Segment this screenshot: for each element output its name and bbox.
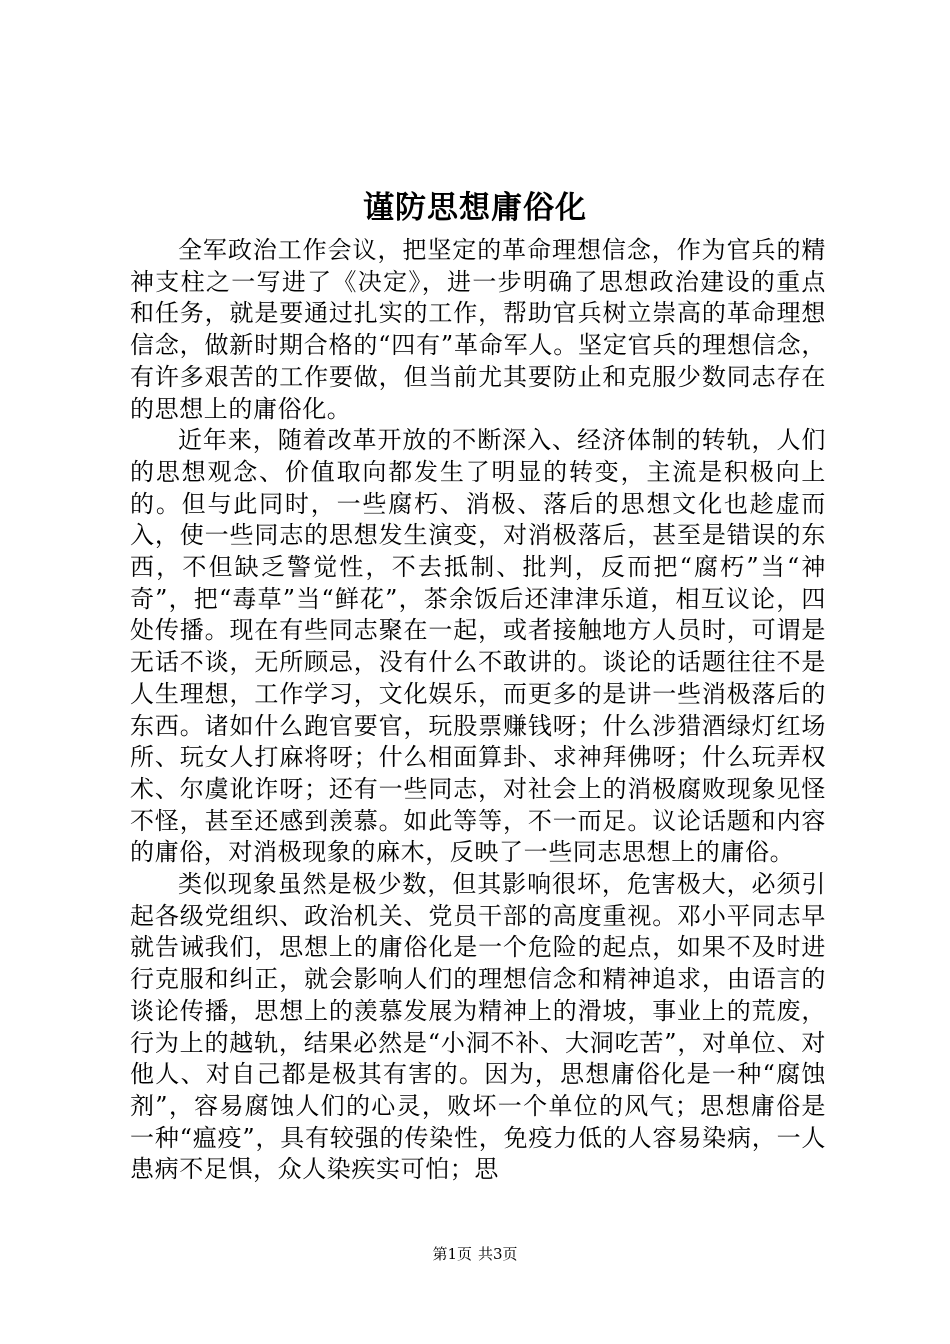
page-total: 共3页	[478, 1245, 518, 1263]
paragraph-1: 全军政治工作会议，把坚定的革命理想信念，作为官兵的精神支柱之一写进了《决定》，进一步明确了思想政治建设的重点和任务，就是要通过扎实的工作，帮助官兵树立崇高的革命理想信念，做新时期合格的“四有”革命军人。坚定官兵的理想信念，有许多艰苦的工作要做，但当前尤其要防止和克服少数同志存在的思想上的庸俗化。	[130, 236, 826, 423]
document-body	[130, 235, 826, 1186]
document-title: 谨防思想庸俗化	[363, 190, 587, 226]
paragraph-2: 近年来，随着改革开放的不断深入、经济体制的转轨，人们的思想观念、价值取向都发生了明显的转变，主流是积极向上的。但与此同时，一些腐朽、消极、落后的思想文化也趁虚而入，使一些同志的思想发生演变，对消极落后，甚至是错误的东西，不但缺乏警觉性，不去抵制、批判，反而把“腐朽”当“神奇”，把“毒草”当“鲜花”，茶余饭后还津津乐道，相互议论，四处传播。现在有些同志聚在一起，或者接触地方人员时，可谓是无话不谈，无所顾忌，没有什么不敢讲的。谈论的话题往往不是人生理想，工作学习，文化娱乐，而更多的是讲一些消极落后的东西。诸如什么跑官要官，玩股票赚钱呀；什么涉猎酒绿灯红场所、玩女人打麻将呀；什么相面算卦、求神拜佛呀；什么玩弄权术、尔虞讹诈呀；还有一些同志，对社会上的消极腐败现象见怪不怪，甚至还感到羡慕。如此等等，不一而足。议论话题和内容的庸俗，对消极现象的麻木，反映了一些同志思想上的庸俗。	[130, 426, 826, 867]
page-number: 第1页	[432, 1245, 472, 1263]
page-footer	[0, 1242, 950, 1266]
paragraph-3: 类似现象虽然是极少数，但其影响很坏，危害极大，必须引起各级党组织、政治机关、党员干部的高度重视。邓小平同志早就告诫我们，思想上的庸俗化是一个危险的起点，如果不及时进行克服和纠正，就会影响人们的理想信念和精神追求，由语言的谈论传播，思想上的羡慕发展为精神上的滑坡，事业上的荒废，行为上的越轨，结果必然是“小洞不补、大洞吃苦”，对单位、对他人、对自己都是极其有害的。因为，思想庸俗化是一种“腐蚀剂”，容易腐蚀人们的心灵，败坏一个单位的风气；思想庸俗是一种“瘟疫”，具有较强的传染性，免疫力低的人容易染病，一人患病不足惧，众人染疾实可怕；思	[130, 870, 826, 1184]
